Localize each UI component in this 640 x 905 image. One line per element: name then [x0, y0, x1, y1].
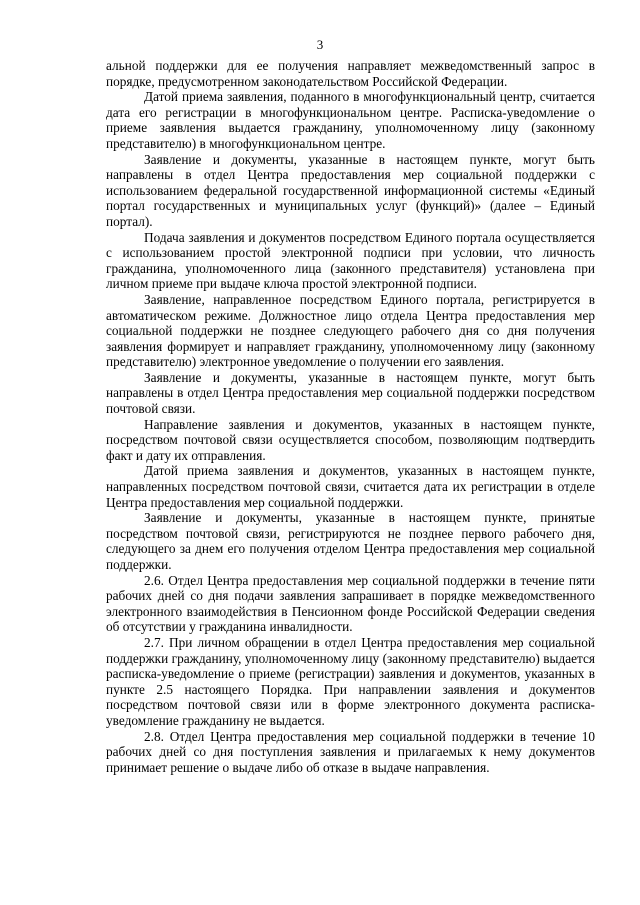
page-number: 3 [316, 37, 324, 52]
paragraph: Заявление и документы, указанные в настоящем пункте, могут быть направлены в отдел Центра предоставления мер социальной поддержки с использованием федеральной государственной информационной системы «Единый портал государственных и муниципальных услуг (функций)» (далее – Единый портал). [106, 151, 595, 229]
paragraph-section-2-7: 2.7. При личном обращении в отдел Центра предоставления мер социальной поддержки гражданину, уполномоченному лицу (законному представителю) выдается расписка-уведомление о приеме (регистрации) заявления и документов, указанных в пункте 2.5 настоящего Порядка. При направлении заявления и документов посредством почтовой связи или в форме электронного документа расписка-уведомление гражданину не выдается. [106, 634, 595, 728]
paragraph: Заявление, направленное посредством Единого портала, регистрируется в автоматическом режиме. Должностное лицо отдела Центра предоставления мер социальной поддержки не позднее следующего рабочего дня со дня получения заявления формирует и направляет гражданину, уполномоченному лицу (законному представителю) электронное уведомление о получении его заявления. [106, 291, 595, 370]
paragraph-section-2-6: 2.6. Отдел Центра предоставления мер социальной поддержки в течение пяти рабочих дней со дня подачи заявления запрашивает в порядке межведомственного электронного взаимодействия в Пенсионном фонде Российской Федерации сведения об отсутствии у гражданина инвалидности. [106, 572, 595, 635]
paragraph-continuation: альной поддержки для ее получения направляет межведомственный запрос в порядке, предусмотренном законодательством Российской Федерации. [106, 58, 595, 89]
paragraph: Подача заявления и документов посредством Единого портала осуществляется с использованием простой электронной подписи при условии, что личность гражданина, уполномоченного лица (законного представителя) установлена при личном приеме при выдаче ключа простой электронной подписи. [106, 229, 595, 292]
paragraph: Датой приема заявления, поданного в многофункциональный центр, считается дата его регистрации в многофункциональном центре. Расписка-уведомление о приеме заявления выдается гражданину, уполномоченному лицу (законному представителю) в многофункциональном центре. [106, 89, 595, 151]
document-body [106, 58, 595, 775]
paragraph: Датой приема заявления и документов, указанных в настоящем пункте, направленных посредством почтовой связи, считается дата их регистрации в отделе Центра предоставления мер социальной поддержки. [106, 463, 595, 510]
paragraph: Заявление и документы, указанные в настоящем пункте, принятые посредством почтовой связи, регистрируются не позднее первого рабочего дня, следующего за днем его получения отделом Центра предоставления мер социальной поддержки. [106, 510, 595, 572]
paragraph-section-2-8: 2.8. Отдел Центра предоставления мер социальной поддержки в течение 10 рабочих дней со дня поступления заявления и прилагаемых к нему документов принимает решение о выдаче либо об отказе в выдаче направления. [106, 728, 595, 775]
paragraph: Направление заявления и документов, указанных в настоящем пункте, посредством почтовой связи осуществляется способом, позволяющим подтвердить факт и дату их отправления. [106, 416, 595, 463]
paragraph: Заявление и документы, указанные в настоящем пункте, могут быть направлены в отдел Центра предоставления мер социальной поддержки посредством почтовой связи. [106, 369, 595, 417]
